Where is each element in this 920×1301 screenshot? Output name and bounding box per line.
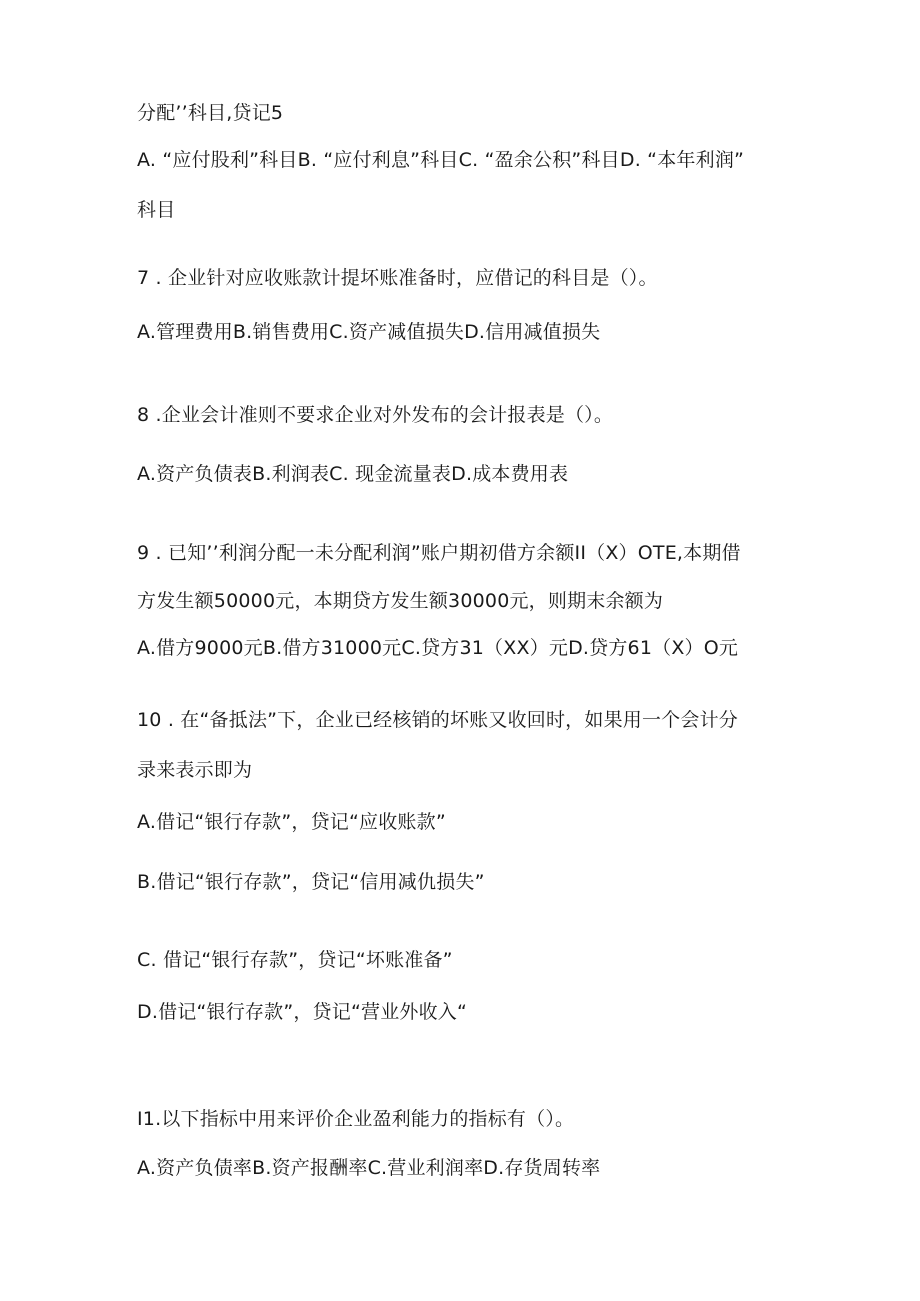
q9-question: 9 . 已知’’利润分配一未分配利润”账户期初借方余额II（X）OTE,本期借 — [137, 542, 741, 564]
q10-question-wrap: 录来表示即为 — [137, 759, 253, 781]
q6-continuation-line: 分配’’科目,贷记5 — [137, 102, 284, 124]
q9-question-wrap: 方发生额50000元，本期贷方发生额30000元，则期末余额为 — [137, 590, 664, 612]
q11-options: A.资产负债率B.资产报酬率C.营业利润率D.存货周转率 — [137, 1157, 601, 1179]
q10-question: 10 . 在“备抵法”下，企业已经核销的坏账又收回时，如果用一个会计分 — [137, 709, 738, 731]
q7-question: 7 . 企业针对应收账款计提坏账准备时，应借记的科目是（）。 — [137, 267, 658, 289]
q6-options-line: A. “应付股利”科目B. “应付利息”科目C. “盈余公积”科目D. “本年利润” — [137, 149, 745, 171]
q10-option-c: C. 借记“银行存款”，贷记“坏账准备” — [137, 949, 453, 971]
q11-question: I1.以下指标中用来评价企业盈利能力的指标有（）。 — [137, 1108, 575, 1130]
q9-options: A.借方9000元B.借方31000元C.贷方31（XX）元D.贷方61（X）O元 — [137, 637, 739, 659]
q10-option-a: A.借记“银行存款”，贷记“应收账款” — [137, 811, 446, 833]
q7-options: A.管理费用B.销售费用C.资产减值损失D.信用减值损失 — [137, 321, 601, 343]
q8-question: 8 .企业会计准则不要求企业对外发布的会计报表是（）。 — [137, 404, 614, 426]
q6-options-wrap-line: 科目 — [137, 199, 176, 221]
q10-option-b: B.借记“银行存款”，贷记“信用减仇损失” — [137, 871, 485, 893]
q10-option-d: D.借记“银行存款”，贷记“营业外收入“ — [137, 1001, 468, 1023]
q8-options: A.资产负债表B.利润表C. 现金流量表D.成本费用表 — [137, 463, 569, 485]
